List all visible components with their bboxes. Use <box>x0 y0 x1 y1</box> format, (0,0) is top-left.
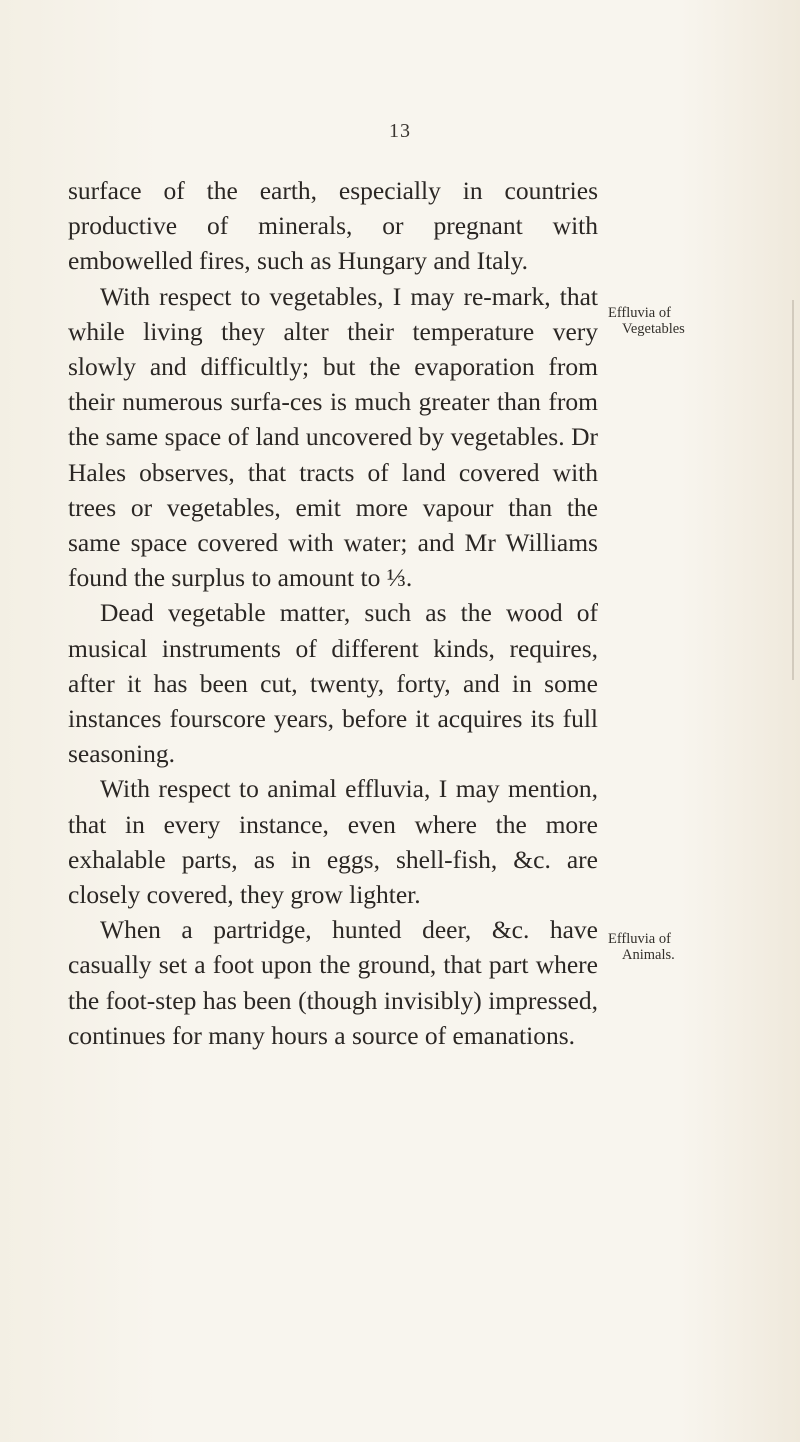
margin-note-vegetables-line1: Effluvia of <box>608 305 671 321</box>
margin-note-vegetables <box>608 305 788 337</box>
paragraph-dead-vegetable-matter: Dead vegetable matter, such as the wood of musical instruments of different kinds, requires, after it has been cut, twenty, forty, and in some instances fourscore years, before it acquires its full seasoning. <box>68 598 598 769</box>
paragraph-vegetables: With respect to vegetables, I may re-mark, that while living they alter their temperature very slowly and difficultly; but the evaporation from their numerous surfa-ces is much greater than from the same space of land uncovered by vegetables. Dr Hales observes, that tracts of land covered with trees or vegetables, emit more vapour than the same space covered with water; and Mr Williams found the surplus to amount to ⅓. <box>68 281 598 593</box>
paragraph-partridge: When a partridge, hunted deer, &c. have casually set a foot upon the ground, that part where the foot-step has been (though invisibly) impressed, continues for many hours a source of emanations. <box>68 915 598 1050</box>
margin-note-animals <box>608 931 788 963</box>
paragraph-animal-effluvia: With respect to animal effluvia, I may mention, that in every instance, even where the more exhalable parts, as in eggs, shell-fish, &c. are closely covered, they grow lighter. <box>68 774 598 910</box>
paragraph-continuation: surface of the earth, especially in countries productive of minerals, or pregnant with embowelled fires, such as Hungary and Italy. <box>68 176 598 276</box>
body-text <box>68 173 598 1053</box>
page-number: 13 <box>389 120 411 142</box>
margin-note-animals-line2: Animals. <box>622 947 675 963</box>
margin-note-vegetables-line2: Vegetables <box>622 321 685 337</box>
margin-note-animals-line1: Effluvia of <box>608 931 671 947</box>
page-edge-shadow <box>792 300 794 680</box>
